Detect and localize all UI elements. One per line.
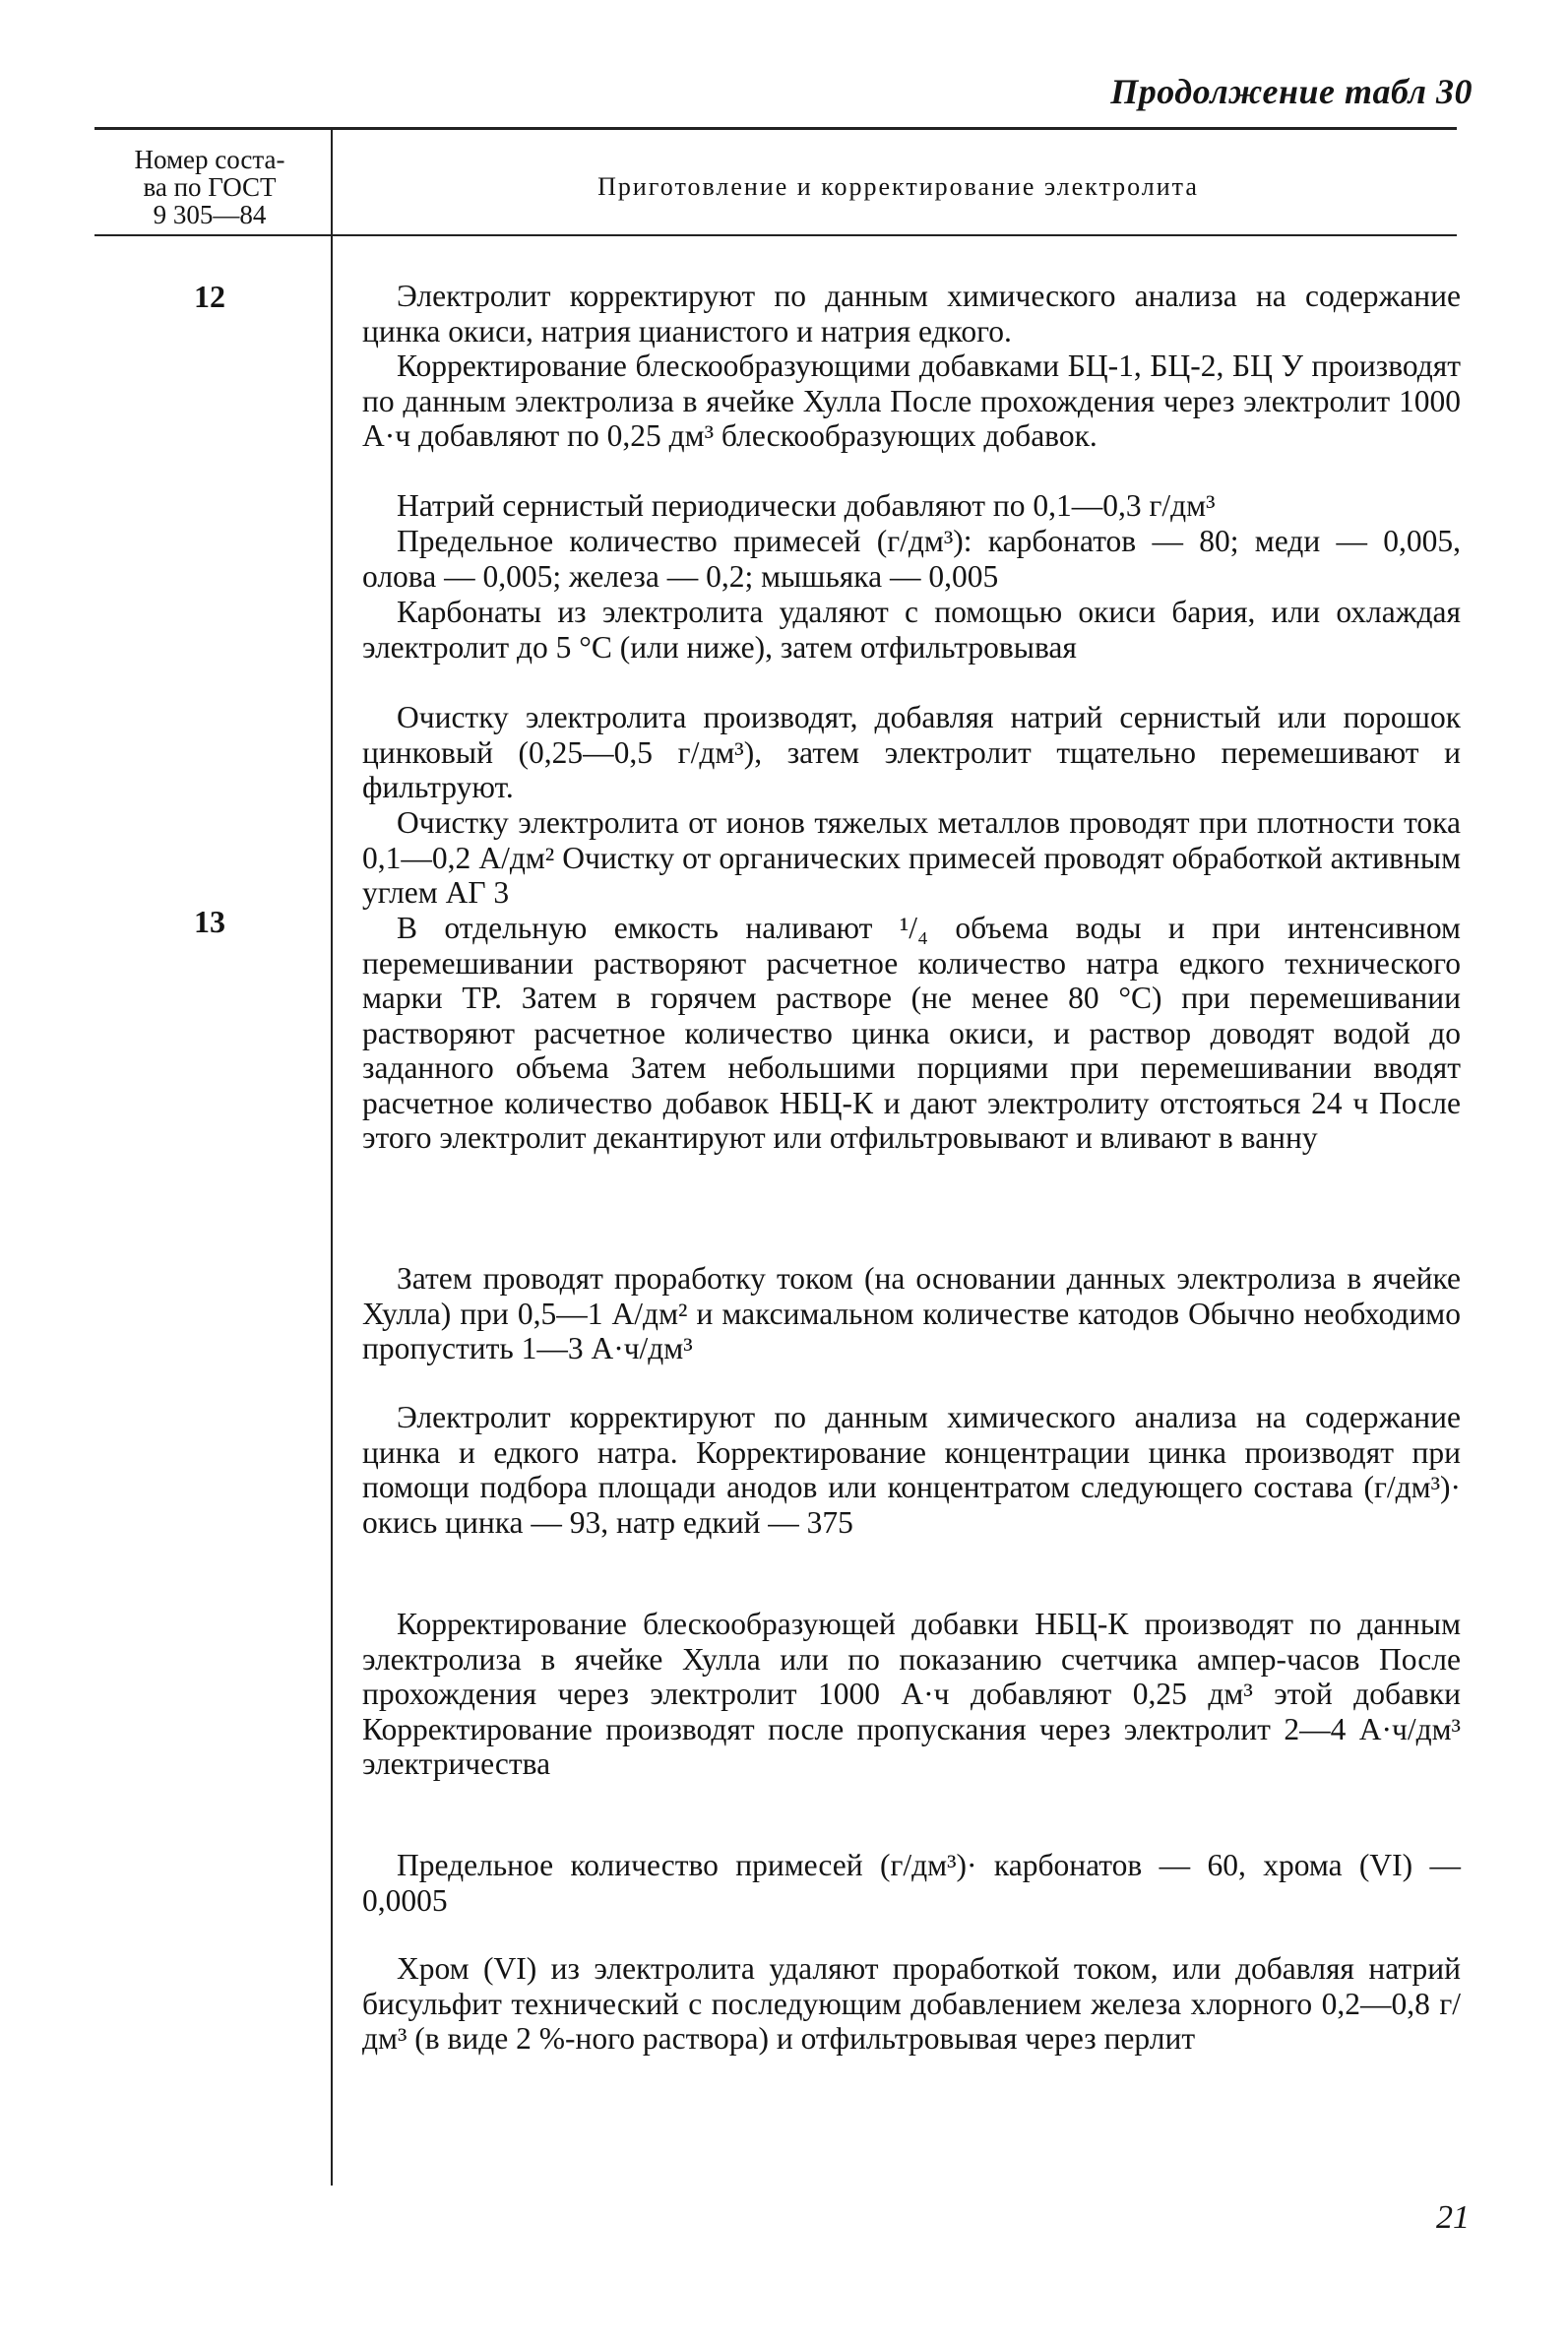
table-header-rule: [94, 234, 1457, 236]
paragraph: Предельное количество примесей (г/дм³): карбонатов — 80; меди — 0,005, олова — 0,005; железа — 0,2; мышьяка — 0,005: [362, 524, 1461, 594]
paragraph: Карбонаты из электролита удаляют с помощью окиси бария, или охлаждая электролит до 5 °С (или ниже), затем отфильтровывая: [362, 595, 1461, 665]
paragraph: Хром (VI) из электролита удаляют проработкой током, или добавляя натрий бисульфит технический с последующим добавлением железа хлорного 0,2—0,8 г/дм³ (в виде 2 %-ного раствора) и отфильтровывая через перлит: [362, 1951, 1461, 2056]
column-header-composition: Номер соста- ва по ГОСТ 9 305—84: [134, 145, 285, 229]
paragraph: Предельное количество примесей (г/дм³)· карбонатов — 60, хрома (VI) — 0,0005: [362, 1848, 1461, 1918]
paragraph: В отдельную емкость наливают ¹/₄ объема воды и при интенсивном перемешивании растворяют расчетное количество натра едкого технического марки ТР. Затем в горячем растворе (не менее 80 °С) при перемешивании растворяют расчетное количество цинка окиси, и раствор доводят водой до заданного объема Затем небольшими порциями при перемешивании вводят расчетное количество добавок НБЦ-К и дают электролиту отстояться 24 ч После этого электролит декантируют или отфильтровывают и вливают в ванну: [362, 911, 1461, 1155]
paragraph: Корректирование блескообразующими добавками БЦ-1, БЦ-2, БЦ У производят по данным электролиза в ячейке Хулла После прохождения через электролит 1000 А·ч добавляют по 0,25 дм³ блескообразующих добавок.: [362, 349, 1461, 453]
table-column-divider: [331, 130, 333, 2186]
row-number-12: 12: [194, 279, 225, 314]
page-number: 21: [1436, 2199, 1470, 2236]
paragraph: Корректирование блескообразующей добавки НБЦ-К производят по данным электролиза в ячейке Хулла или по показанию счетчика ампер-часов После прохождения через электролит 1000 А·ч добавляют 0,25 дм³ этой добавки Корректирование производят после пропускания через электролит 2—4 А·ч/дм³ электричества: [362, 1607, 1461, 1781]
column-header-preparation: Приготовление и корректирование электролита: [597, 172, 1199, 201]
table-top-rule: [94, 127, 1457, 130]
paragraph: Затем проводят проработку током (на основании данных электролиза в ячейке Хулла) при 0,5—1 А/дм² и максимальном количестве катодов Обычно необходимо пропустить 1—3 А·ч/дм³: [362, 1261, 1461, 1365]
row-number-13: 13: [194, 904, 225, 939]
paragraph: Очистку электролита производят, добавляя натрий сернистый или порошок цинковый (0,25—0,5 г/дм³), затем электролит тщательно перемешивают и фильтруют.: [362, 700, 1461, 804]
paragraph: Очистку электролита от ионов тяжелых металлов проводят при плотности тока 0,1—0,2 А/дм² Очистку от органических примесей проводят обработкой активным углем АГ 3: [362, 805, 1461, 910]
continuation-title: Продолжение табл 30: [1110, 72, 1473, 111]
paragraph: Электролит корректируют по данным химического анализа на содержание цинка окиси, натрия цианистого и натрия едкого.: [362, 279, 1461, 349]
paragraph: Электролит корректируют по данным химического анализа на содержание цинка и едкого натра. Корректирование концентрации цинка производят при помощи подбора площади анодов или концентратом следующего состава (г/дм³)· окись цинка — 93, натр едкий — 375: [362, 1400, 1461, 1540]
paragraph: Натрий сернистый периодически добавляют по 0,1—0,3 г/дм³: [397, 488, 1216, 523]
